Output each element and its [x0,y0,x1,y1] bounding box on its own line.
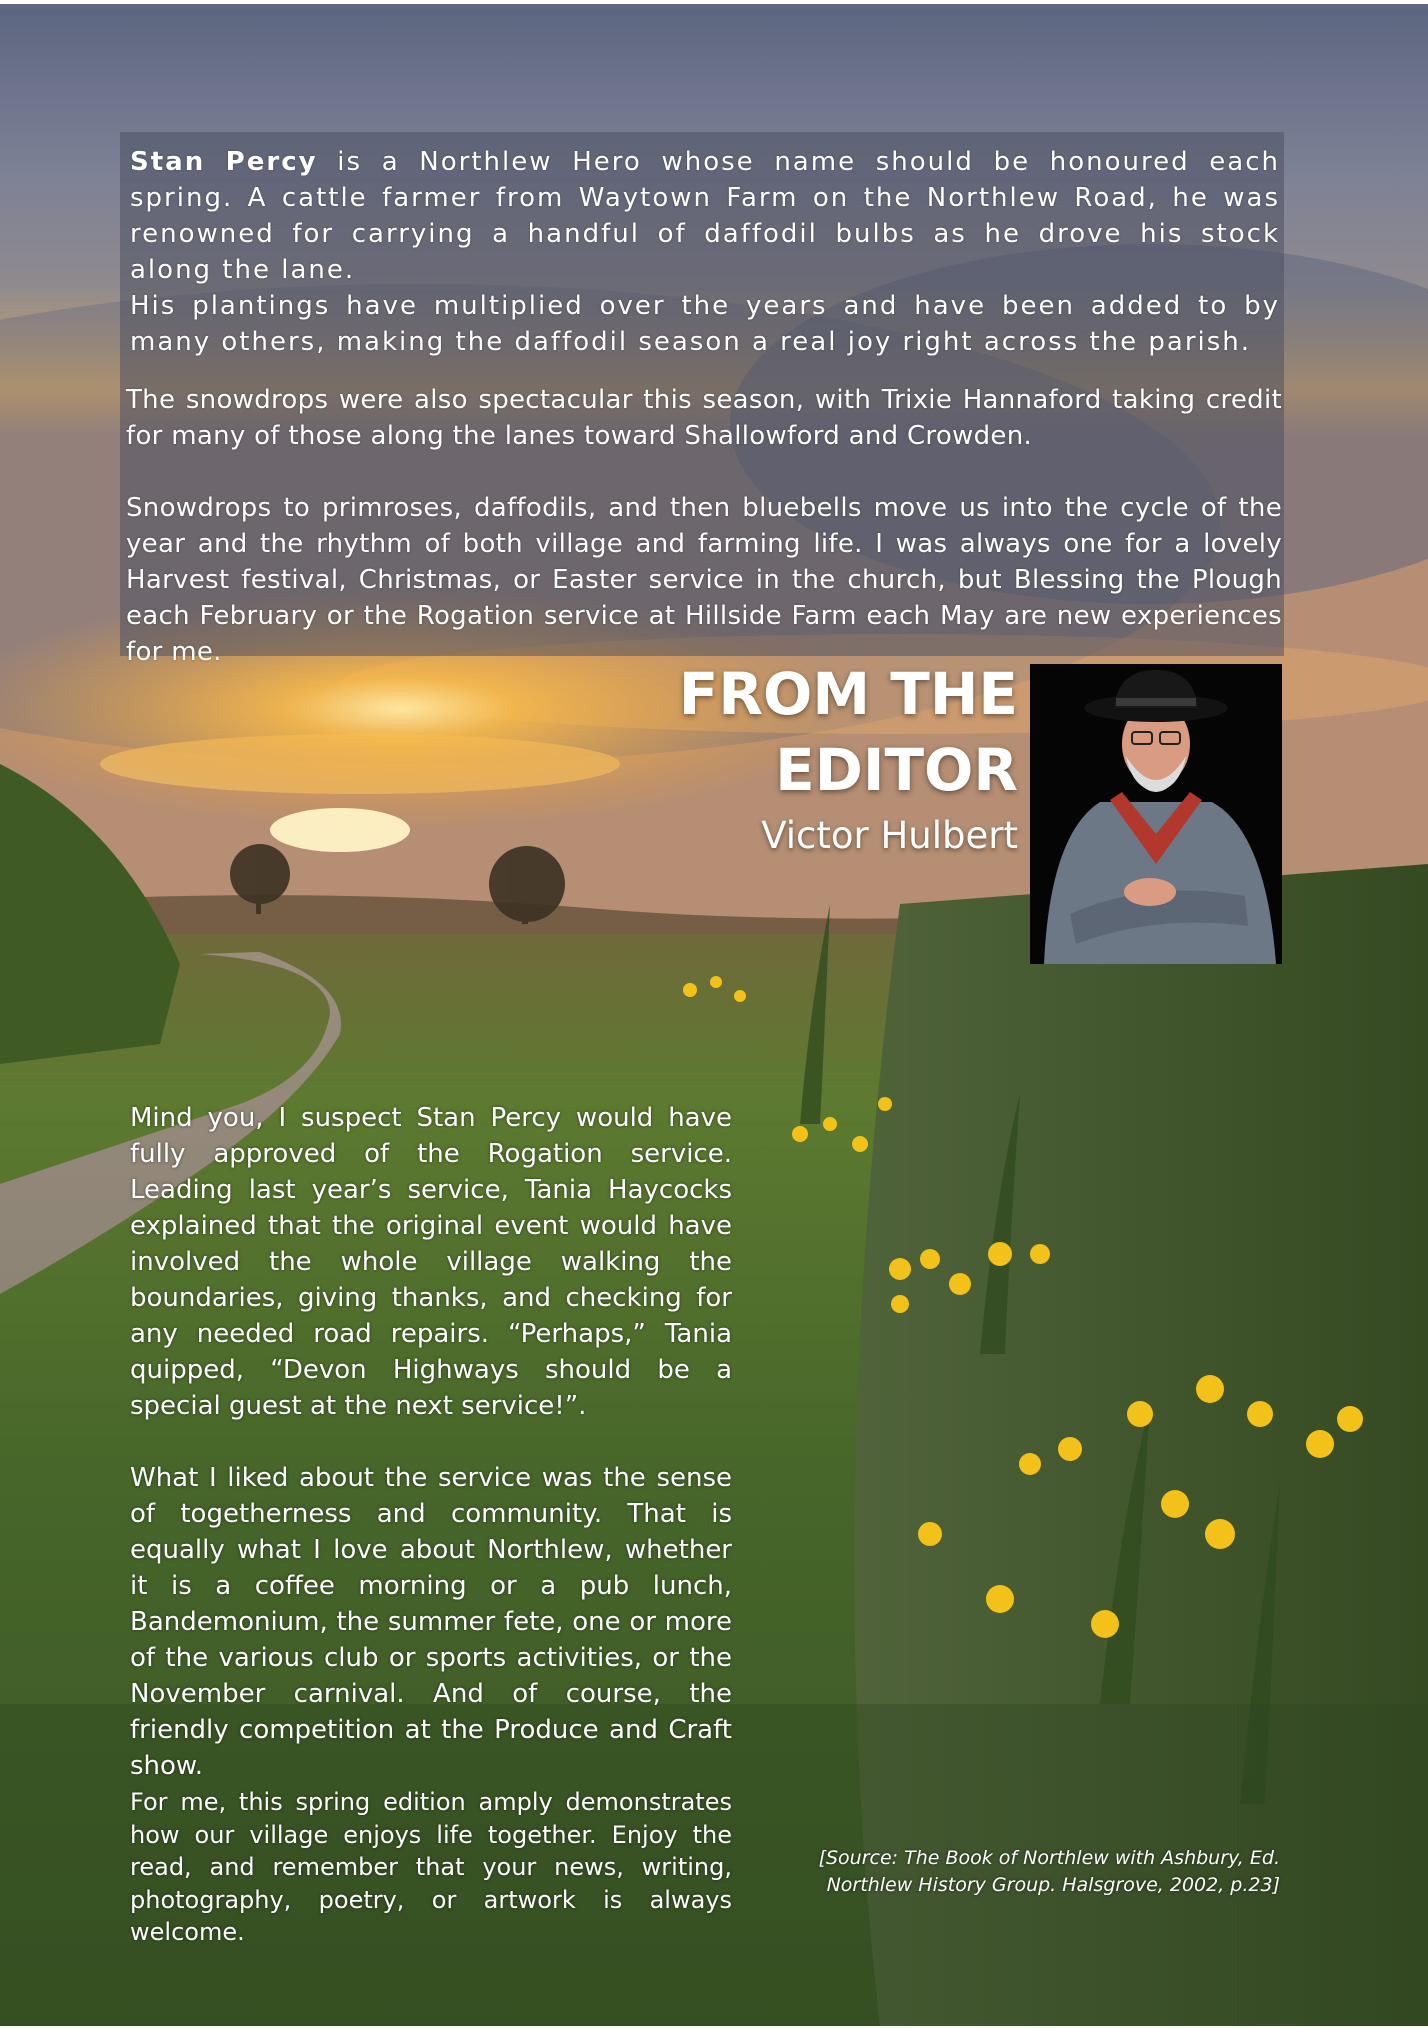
author-name: Victor Hulbert [761,814,1018,857]
plantings-paragraph: His plantings have multiplied over the years and have been added to by many others, making the daffodil season a real joy right across the parish. [130,291,1280,357]
snowdrops-paragraph: The snowdrops were also spectacular this season, with Trixie Hannaford taking credit for many of those along the lanes toward Shallowford and Crowden. [126,385,1282,451]
editor-portrait-illustration [1030,664,1282,964]
source-line-2: Northlew History Group. Halsgrove, 2002, p.23] [826,1874,1280,1896]
editor-portrait-photo [1030,664,1282,964]
community-paragraph: What I liked about the service was the sense of togetherness and community. That is equally what I love about Northlew, whether it is a coffee morning or a pub lunch, Bandemonium, the summer fete, one or more of the various club or sports activities, or the November carnival. And of course, the friendly competition at the Produce and Craft show. [130,1463,732,1781]
stan-percy-name: Stan Percy [130,147,318,177]
section-heading [640,656,1018,808]
heading-line-2: EDITOR [775,736,1018,804]
source-citation [780,1845,1280,1899]
source-line-1: [Source: The Book of Northlew with Ashbury, Ed. [818,1847,1280,1869]
intro-paragraph-rest: is a Northlew Hero whose name should be honoured each spring. A cattle farmer from Waytown Farm on the Northlew Road, he was renowned for carrying a handful of daffodil bulbs as he drove his stock along the lane. [130,147,1280,285]
rogation-paragraph: Mind you, I suspect Stan Percy would have fully approved of the Rogation service. Leading last year’s service, Tania Haycocks explained that the original event would have involved the whole village walking the boundaries, giving thanks, and checking for any needed road repairs. “Perhaps,” Tania quipped, “Devon Highways should be a special guest at the next service!”. [130,1103,732,1421]
intro-paragraph-stan-percy [130,144,1280,288]
seasons-paragraph: Snowdrops to primroses, daffodils, and then bluebells move us into the cycle of the year and the rhythm of both village and farming life. I was always one for a lovely Harvest festival, Christmas, or Easter service in the church, but Blessing the Plough each February or the Rogation service at Hillside Farm each May are new experiences for me. [126,493,1282,667]
closing-paragraph: For me, this spring edition amply demonstrates how our village enjoys life together. Enjoy the read, and remember that your news, writing, photography, poetry, or artwork is always welcome. [130,1788,732,1946]
heading-line-1: FROM THE [678,660,1018,728]
